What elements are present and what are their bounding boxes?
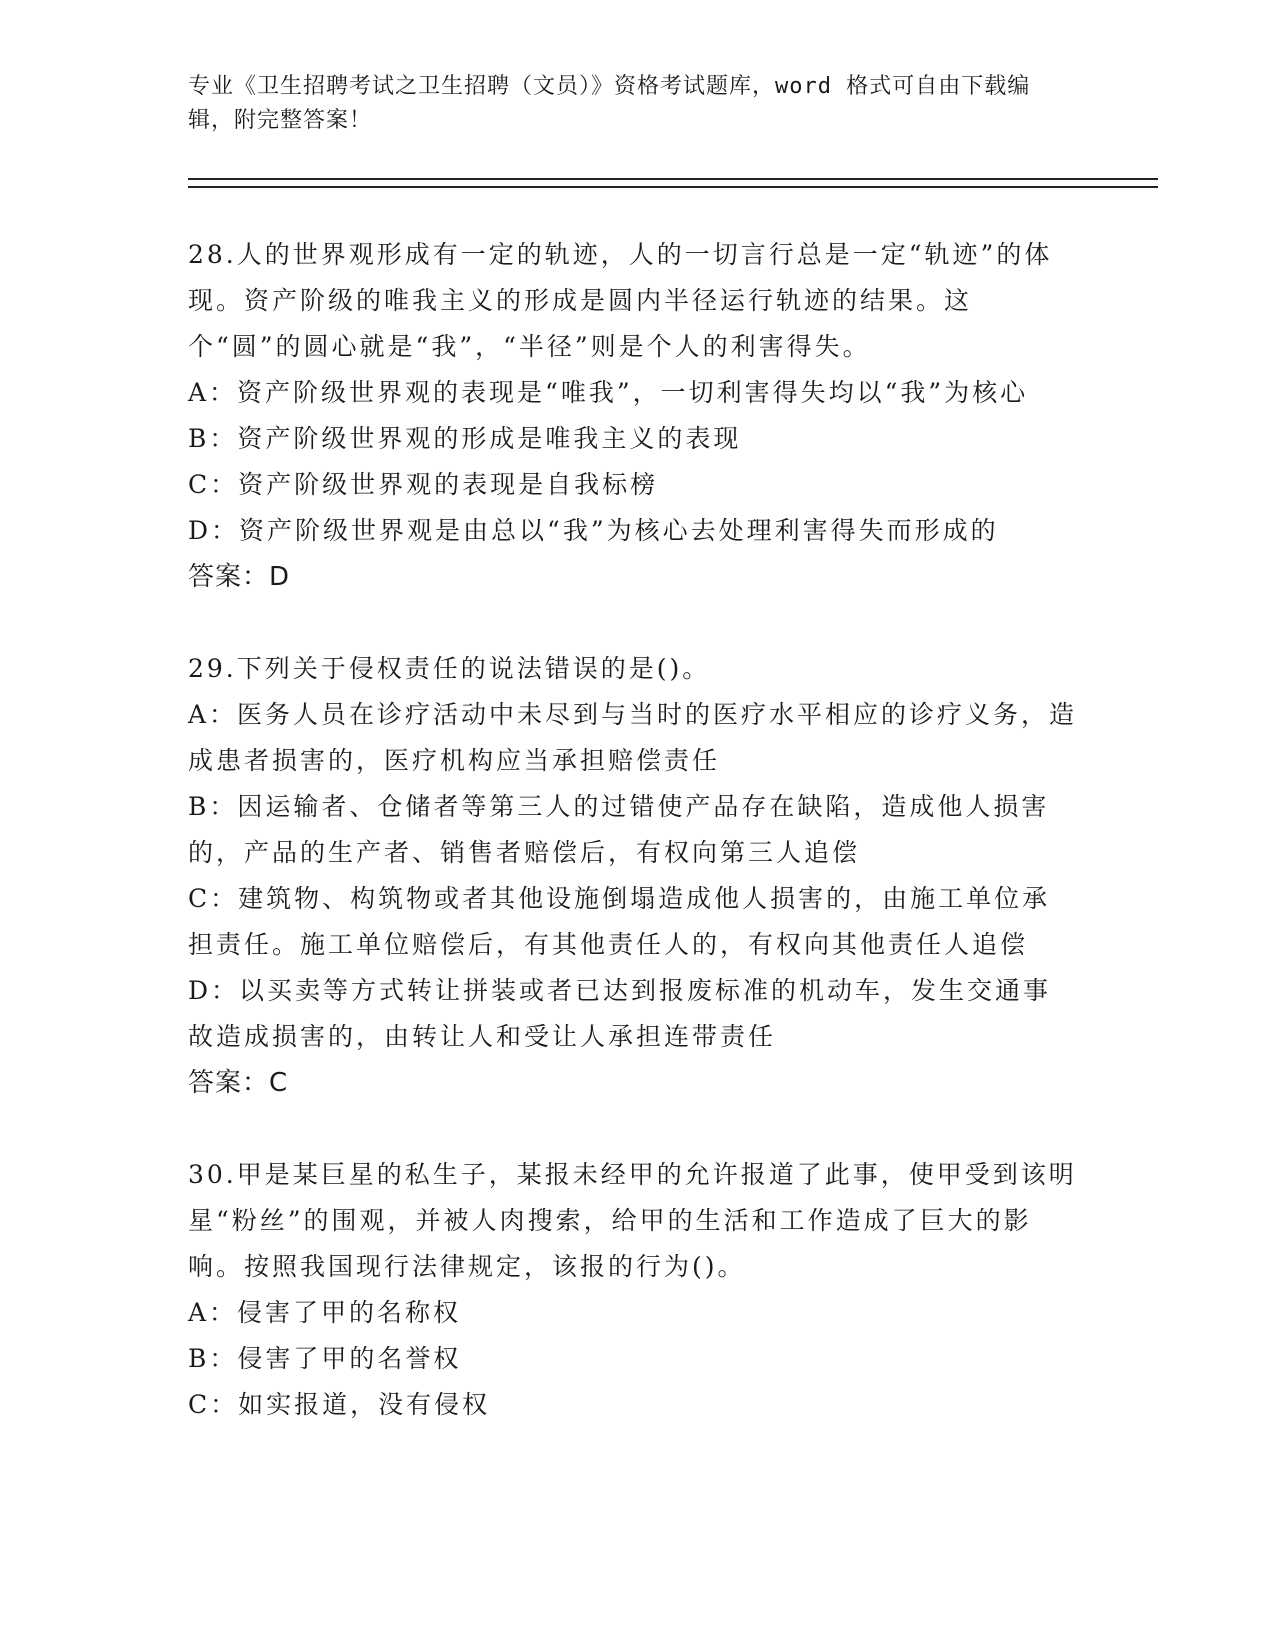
option-c: C：建筑物、构筑物或者其他设施倒塌造成他人损害的，由施工单位承担责任。施工单位赔偿后，有其他责任人的，有权向其他责任人追偿 [188,884,1051,959]
answer-line: 答案：C [188,1068,289,1098]
question-29 [188,646,1078,1106]
option-b: B：侵害了甲的名誉权 [188,1344,462,1373]
question-stem: 28.人的世界观形成有一定的轨迹，人的一切言行总是一定“轨迹”的体现。资产阶级的唯我主义的形成是圆内半径运行轨迹的结果。这个“圆”的圆心就是“我”，“半径”则是个人的利害得失。 [188,240,1053,361]
option-b: B：资产阶级世界观的形成是唯我主义的表现 [188,424,742,453]
option-a: A：侵害了甲的名称权 [188,1298,462,1327]
option-a: A：医务人员在诊疗活动中未尽到与当时的医疗水平相应的诊疗义务，造成患者损害的，医疗机构应当承担赔偿责任 [188,700,1078,775]
question-30 [188,1152,1078,1428]
question-stem: 30.甲是某巨星的私生子，某报未经甲的允许报道了此事，使甲受到该明星“粉丝”的围观，并被人肉搜索，给甲的生活和工作造成了巨大的影响。按照我国现行法律规定，该报的行为()。 [188,1160,1077,1281]
option-d: D：以买卖等方式转让拼装或者已达到报废标准的机动车，发生交通事故造成损害的，由转让人和受让人承担连带责任 [188,976,1052,1051]
option-c: C：如实报道，没有侵权 [188,1390,491,1419]
document-page [188,70,1168,1428]
question-stem: 29.下列关于侵权责任的说法错误的是()。 [188,654,711,683]
document-header: 专业《卫生招聘考试之卫生招聘（文员）》资格考试题库，word 格式可自由下载编辑，附完整答案！ [188,74,1031,133]
option-d: D：资产阶级世界观是由总以“我”为核心去处理利害得失而形成的 [188,516,999,545]
option-c: C：资产阶级世界观的表现是自我标榜 [188,470,659,499]
answer-line: 答案：D [188,562,291,592]
question-28 [188,232,1078,600]
header-divider [188,178,1158,188]
option-a: A：资产阶级世界观的表现是“唯我”，一切利害得失均以“我”为核心 [188,378,1029,407]
option-b: B：因运输者、仓储者等第三人的过错使产品存在缺陷，造成他人损害的，产品的生产者、销售者赔偿后，有权向第三人追偿 [188,792,1050,867]
